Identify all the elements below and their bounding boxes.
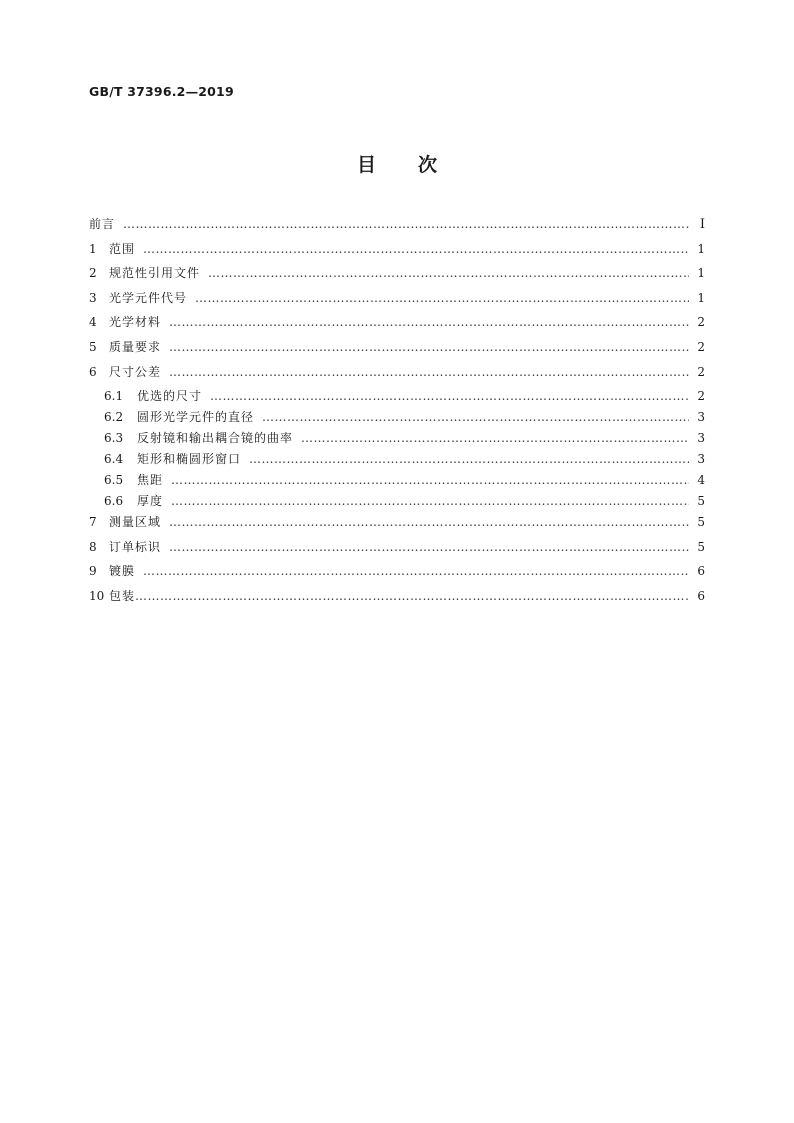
toc-entry-label: 质量要求 bbox=[109, 339, 162, 354]
toc-page-number: 4 bbox=[697, 473, 705, 488]
toc-page-number: 2 bbox=[697, 364, 705, 379]
toc-entry-number: 8 bbox=[89, 539, 97, 554]
toc-entry-label: 矩形和椭圆形窗口 bbox=[137, 452, 242, 467]
toc-page-number: 6 bbox=[697, 588, 705, 603]
toc-dot-leader bbox=[262, 410, 689, 424]
toc-entry-label: 优选的尺寸 bbox=[137, 389, 203, 404]
toc-entry-measurement-area[interactable] bbox=[89, 513, 705, 538]
toc-entry-label: 圆形光学元件的直径 bbox=[137, 410, 255, 425]
toc-entry-number: 6.5 bbox=[104, 473, 124, 488]
toc-page-number: 1 bbox=[697, 241, 705, 256]
toc-entry-circular-element-diameter[interactable] bbox=[89, 408, 705, 429]
toc-entry-number: 1 bbox=[89, 241, 97, 256]
toc-page-number: 5 bbox=[697, 539, 705, 554]
toc-entry-label: 光学元件代号 bbox=[109, 290, 188, 305]
toc-entry-number: 6 bbox=[89, 364, 97, 379]
toc-entry-coating[interactable] bbox=[89, 562, 705, 587]
toc-dot-leader bbox=[169, 315, 689, 329]
standard-code: GB/T 37396.2—2019 bbox=[89, 84, 234, 99]
toc-dot-leader bbox=[208, 266, 689, 280]
toc-entry-foreword[interactable] bbox=[89, 215, 705, 240]
toc-page-number: 2 bbox=[697, 339, 705, 354]
toc-entry-number: 7 bbox=[89, 515, 97, 530]
toc-page-number: 1 bbox=[697, 290, 705, 305]
toc-entry-order-identification[interactable] bbox=[89, 538, 705, 563]
toc-dot-leader bbox=[195, 291, 689, 305]
toc-entry-number: 5 bbox=[89, 339, 97, 354]
toc-entry-preferred-dimensions[interactable] bbox=[89, 387, 705, 408]
toc-entry-packaging[interactable] bbox=[89, 587, 705, 612]
toc-entry-normative-references[interactable] bbox=[89, 264, 705, 289]
toc-entry-label: 前言 bbox=[89, 217, 116, 231]
toc-dot-leader bbox=[171, 494, 689, 508]
toc-entry-number: 4 bbox=[89, 315, 97, 330]
toc-entry-number: 3 bbox=[89, 290, 97, 305]
toc-page-number: 3 bbox=[697, 431, 705, 446]
toc-entry-label: 厚度 bbox=[137, 494, 164, 509]
toc-dot-leader bbox=[249, 452, 689, 466]
toc-entry-dimensional-tolerances[interactable] bbox=[89, 363, 705, 388]
toc-entry-number: 9 bbox=[89, 564, 97, 579]
toc-page-number: 1 bbox=[697, 266, 705, 281]
toc-entry-number: 6.1 bbox=[104, 389, 124, 404]
toc-entry-number: 6.2 bbox=[104, 410, 124, 425]
toc-entry-quality-requirements[interactable] bbox=[89, 338, 705, 363]
toc-dot-leader bbox=[169, 515, 689, 529]
toc-entry-scope[interactable] bbox=[89, 240, 705, 265]
toc-entry-label: 尺寸公差 bbox=[109, 364, 162, 379]
toc-entry-label: 规范性引用文件 bbox=[109, 266, 201, 281]
toc-entry-number: 6.3 bbox=[104, 431, 124, 446]
toc-entry-optical-element-codes[interactable] bbox=[89, 289, 705, 314]
toc-entry-label: 镀膜 bbox=[109, 564, 136, 579]
toc-page-number: 3 bbox=[697, 410, 705, 425]
toc-page-number: 5 bbox=[697, 515, 705, 530]
toc-dot-leader bbox=[169, 365, 689, 379]
toc-page-number: Ⅰ bbox=[699, 217, 705, 232]
toc-entry-label: 订单标识 bbox=[109, 539, 162, 554]
toc-dot-leader bbox=[210, 389, 689, 403]
toc-entry-number: 6.4 bbox=[104, 452, 124, 467]
toc-entry-focal-length[interactable] bbox=[89, 471, 705, 492]
toc-entry-label: 反射镜和输出耦合镜的曲率 bbox=[137, 431, 294, 446]
toc-entry-number: 6.6 bbox=[104, 494, 124, 509]
toc-entry-number: 10 bbox=[89, 588, 105, 603]
toc-entry-thickness[interactable] bbox=[89, 492, 705, 513]
toc-dot-leader bbox=[143, 242, 689, 256]
toc-entry-label: 测量区域 bbox=[109, 515, 162, 530]
toc-dot-leader bbox=[171, 473, 689, 487]
toc-entry-label: 包装 bbox=[109, 588, 136, 603]
toc-entry-mirror-curvature[interactable] bbox=[89, 429, 705, 450]
toc-entry-label: 范围 bbox=[109, 241, 136, 256]
toc-entry-number: 2 bbox=[89, 266, 97, 281]
toc-entry-optical-materials[interactable] bbox=[89, 313, 705, 338]
toc-page-number: 3 bbox=[697, 452, 705, 467]
toc-dot-leader bbox=[135, 589, 689, 603]
toc-entry-label: 光学材料 bbox=[109, 315, 162, 330]
toc-dot-leader bbox=[143, 564, 689, 578]
toc-entry-rectangular-elliptical-windows[interactable] bbox=[89, 450, 705, 471]
toc-dot-leader bbox=[169, 540, 689, 554]
toc-page-number: 2 bbox=[697, 315, 705, 330]
toc-dot-leader bbox=[123, 217, 689, 231]
table-of-contents bbox=[89, 215, 705, 612]
toc-page-number: 6 bbox=[697, 564, 705, 579]
toc-page-number: 2 bbox=[697, 389, 705, 404]
page-title: 目次 bbox=[356, 154, 479, 176]
toc-page-number: 5 bbox=[697, 494, 705, 509]
toc-dot-leader bbox=[301, 431, 689, 445]
toc-dot-leader bbox=[169, 340, 689, 354]
toc-entry-label: 焦距 bbox=[137, 473, 164, 488]
